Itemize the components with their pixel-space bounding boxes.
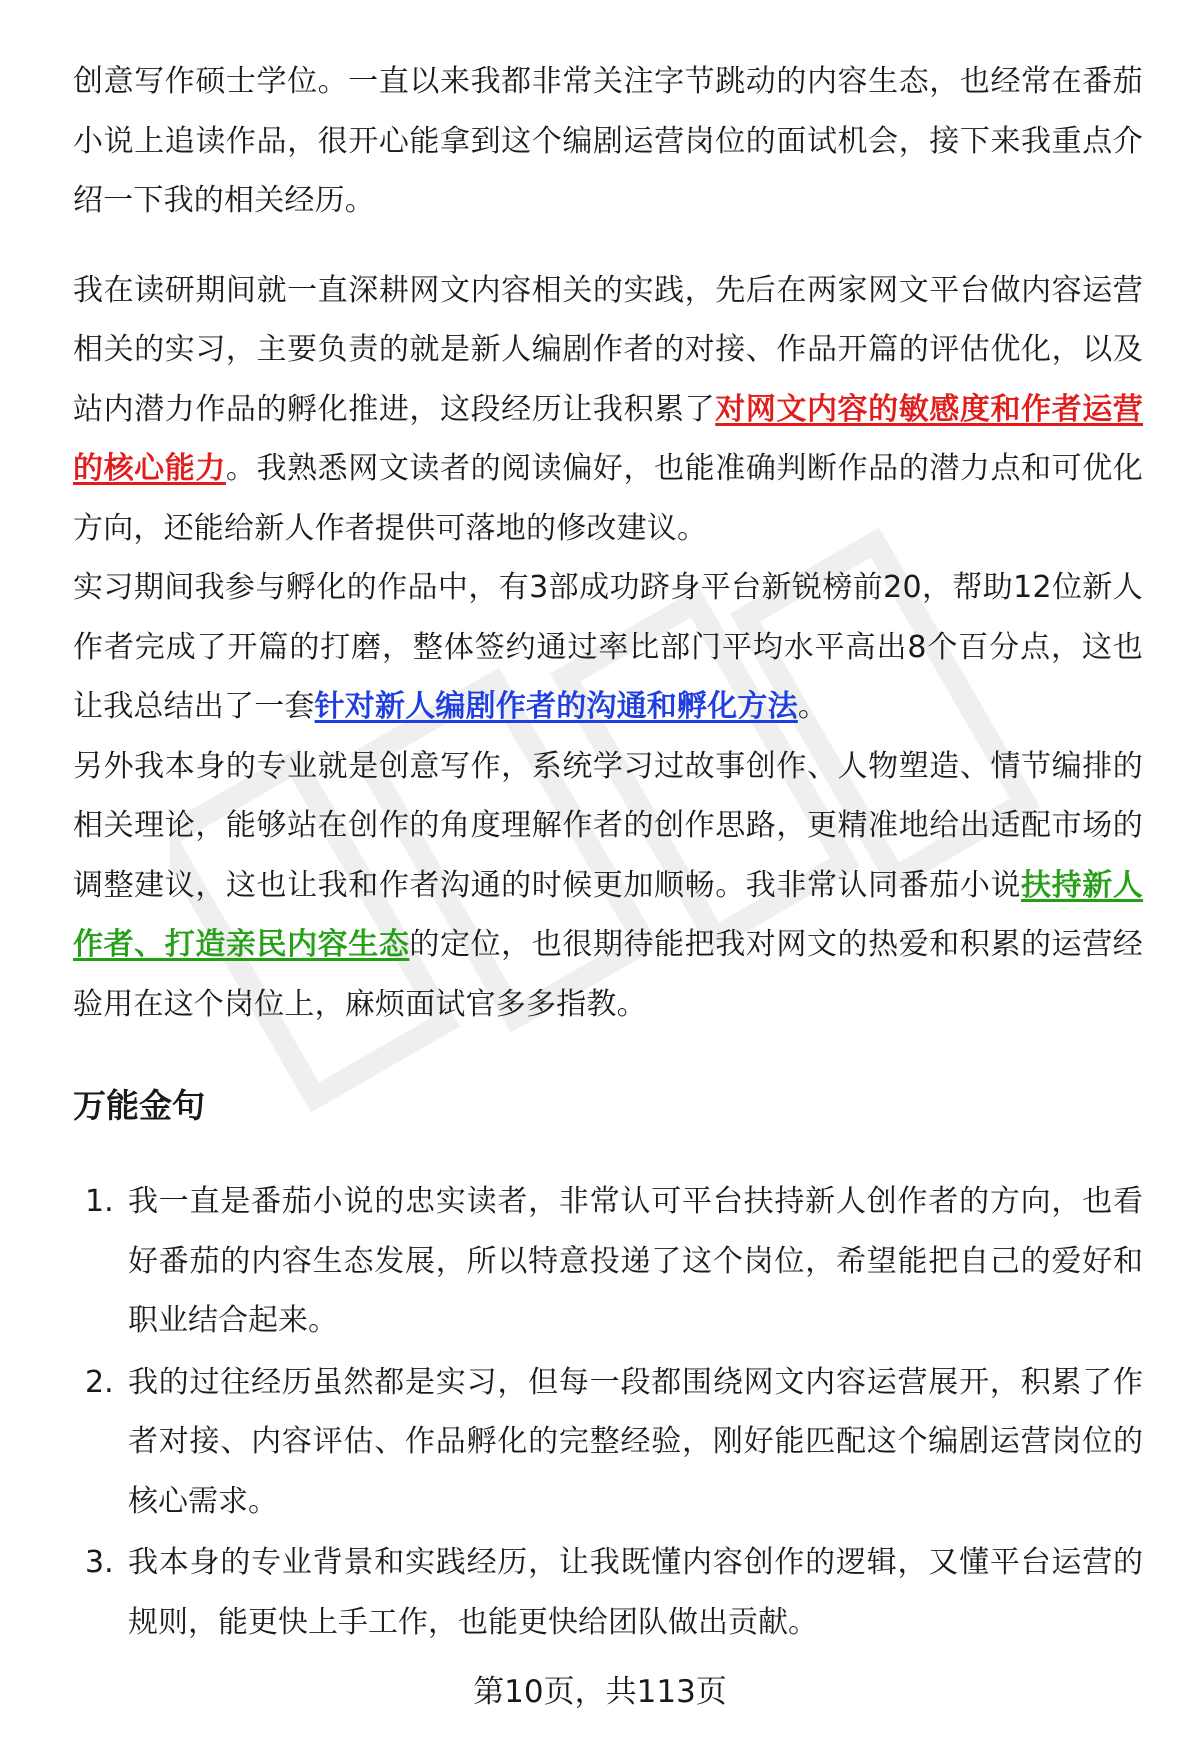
highlight-core-ability: 对网文内容的敏感度和作者运营的核心能力: [73, 391, 1143, 486]
paragraph-experience-text-2: 。我熟悉网文读者的阅读偏好，也能准确判断作品的潜力点和可优化方向，还能给新人作者提供可落地的修改建议。: [73, 451, 1144, 546]
page-number-footer: 第10页，共113页: [473, 1674, 727, 1710]
golden-sentences-list: [73, 1172, 1143, 1652]
main-content: [73, 52, 1143, 1034]
highlight-incubation-method: 针对新人编剧作者的沟通和孵化方法: [314, 689, 798, 724]
section-title-golden-sentences: 万能金句: [73, 1086, 205, 1125]
paragraph-experience-text-1: 我在读研期间就一直深耕网文内容相关的实践，先后在两家网文平台做内容运营相关的实习，主要负责的就是新人编剧作者的对接、作品开篇的评估优化，以及站内潜力作品的孵化推进，这段经历让我积累了: [73, 272, 1143, 427]
highlight-platform-positioning: 扶持新人作者、打造亲民内容生态: [73, 867, 1143, 962]
list-item-number: 1.: [85, 1184, 114, 1219]
paragraph-major-text-1: 另外我本身的专业就是创意写作，系统学习过故事创作、人物塑造、情节编排的相关理论，能够站在创作的角度理解作者的创作思路，更精准地给出适配市场的调整建议，这也让我和作者沟通的时候更加顺畅。我非常认同番茄小说: [73, 748, 1143, 903]
list-item-text: 我一直是番茄小说的忠实读者，非常认可平台扶持新人创作者的方向，也看好番茄的内容生态发展，所以特意投递了这个岗位，希望能把自己的爱好和职业结合起来。: [128, 1184, 1143, 1338]
list-item-number: 2.: [85, 1364, 114, 1400]
paragraph-achievement-text-1: 实习期间我参与孵化的作品中，有3部成功跻身平台新锐榜前20，帮助12位新人作者完成了开篇的打磨，整体签约通过率比部门平均水平高出8个百分点，这也让我总结出了一套: [73, 570, 1143, 724]
paragraph-major: [73, 737, 1143, 1035]
list-item-text: 我本身的专业背景和实践经历，让我既懂内容创作的逻辑，又懂平台运营的规则，能更快上手工作，也能更快给团队做出贡献。: [128, 1545, 1143, 1640]
list-item: [73, 1533, 1143, 1652]
paragraph-major-text-2: 的定位，也很期待能把我对网文的热爱和积累的运营经验用在这个岗位上，麻烦面试官多多指教。: [73, 927, 1143, 1022]
list-item: [73, 1353, 1143, 1532]
paragraph-intro: 创意写作硕士学位。一直以来我都非常关注字节跳动的内容生态，也经常在番茄小说上追读作品，很开心能拿到这个编剧运营岗位的面试机会，接下来我重点介绍一下我的相关经历。: [73, 64, 1143, 218]
paragraph-experience: [73, 261, 1143, 559]
list-item-number: 3.: [85, 1545, 114, 1580]
list-item-text: 我的过往经历虽然都是实习，但每一段都围绕网文内容运营展开，积累了作者对接、内容评估、作品孵化的完整经验，刚好能匹配这个编剧运营岗位的核心需求。: [128, 1364, 1143, 1519]
paragraph-achievement-text-2: 。: [797, 689, 829, 724]
paragraph-achievement: [73, 558, 1143, 737]
list-item: [73, 1172, 1143, 1351]
